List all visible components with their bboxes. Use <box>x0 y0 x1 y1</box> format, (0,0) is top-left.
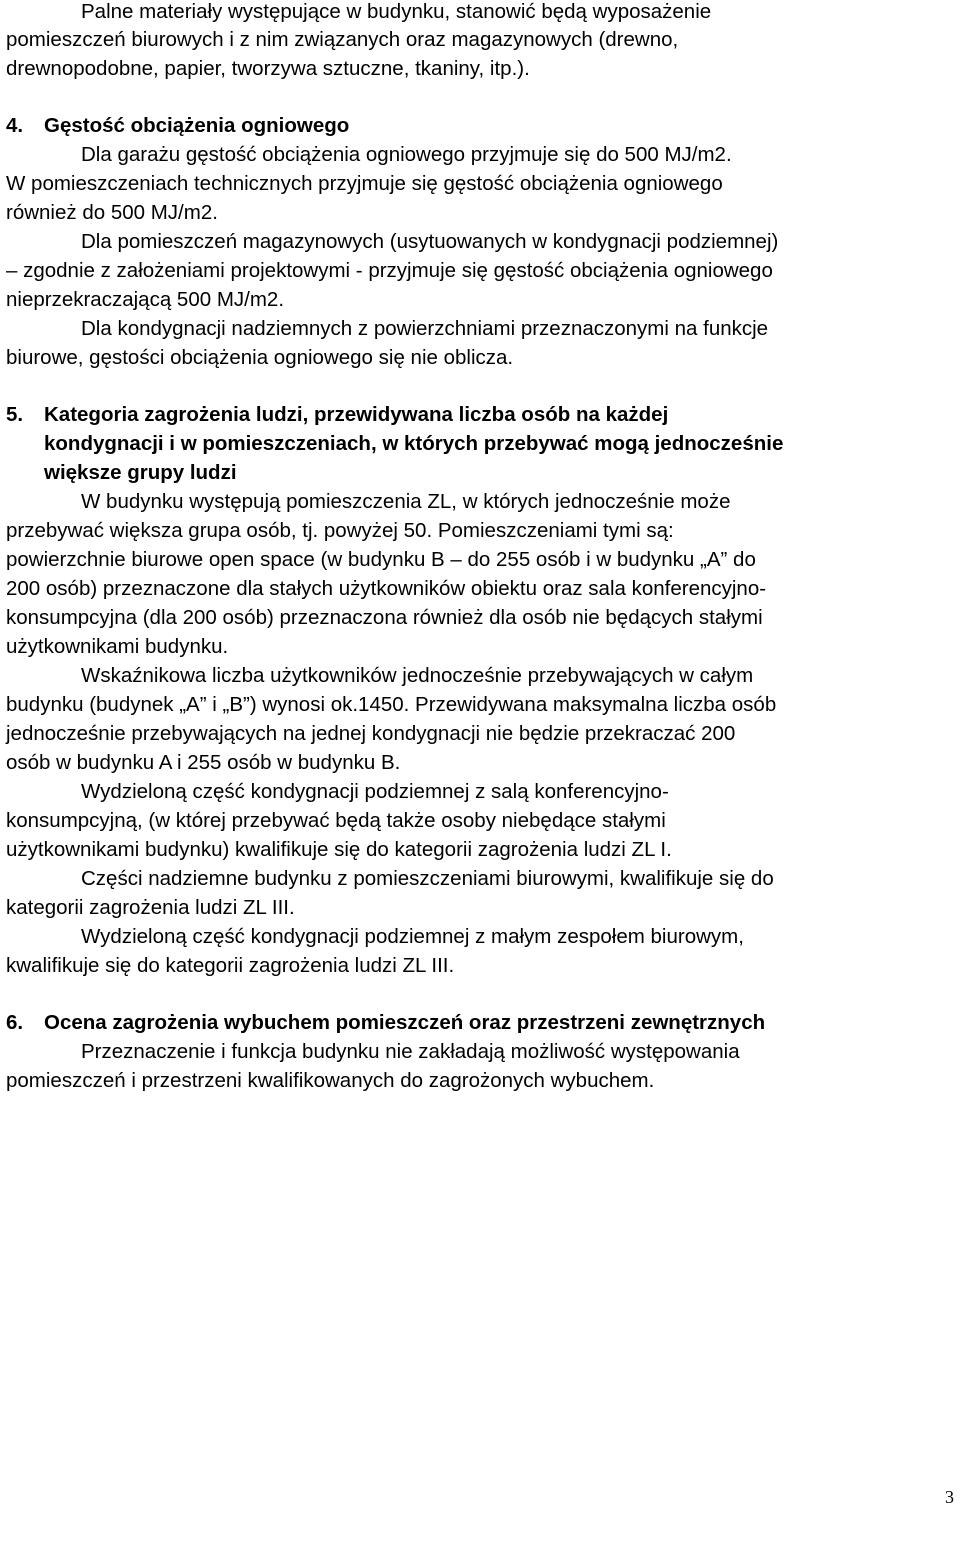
section-4-heading <box>6 112 349 140</box>
section-title-line: kondygnacji i w pomieszczeniach, w których przebywać mogą jednocześnie <box>44 432 784 455</box>
section-6-heading <box>6 1009 765 1037</box>
paragraph-line: kategorii zagrożenia ludzi ZL III. <box>6 896 295 919</box>
section-5-heading <box>6 401 668 429</box>
paragraph-line: użytkownikami budynku) kwalifikuje się do kategorii zagrożenia ludzi ZL I. <box>6 838 672 861</box>
paragraph-line: Wydzieloną część kondygnacji podziemnej z salą konferencyjno- <box>81 780 669 803</box>
paragraph-line: konsumpcyjną, (w której przebywać będą także osoby niebędące stałymi <box>6 809 666 832</box>
paragraph-line: Wydzieloną część kondygnacji podziemnej z małym zespołem biurowym, <box>81 925 744 948</box>
paragraph-line: powierzchnie biurowe open space (w budynku B – do 255 osób i w budynku „A” do <box>6 548 756 571</box>
paragraph-line: W pomieszczeniach technicznych przyjmuje się gęstość obciążenia ogniowego <box>6 172 723 195</box>
section-title: Gęstość obciążenia ogniowego <box>44 114 350 137</box>
paragraph-line: 200 osób) przeznaczone dla stałych użytkowników obiektu oraz sala konferencyjno- <box>6 577 767 600</box>
paragraph-line: Części nadziemne budynku z pomieszczeniami biurowymi, kwalifikuje się do <box>81 867 774 890</box>
section-title-line: większe grupy ludzi <box>44 461 237 484</box>
paragraph-line: użytkownikami budynku. <box>6 635 229 658</box>
paragraph-line: konsumpcyjna (dla 200 osób) przeznaczona również dla osób nie będących stałymi <box>6 606 763 629</box>
paragraph-line: jednocześnie przebywających na jednej kondygnacji nie będzie przekraczać 200 <box>6 722 736 745</box>
paragraph-line: W budynku występują pomieszczenia ZL, w których jednocześnie może <box>81 490 731 513</box>
paragraph-line: pomieszczeń i przestrzeni kwalifikowanych do zagrożonych wybuchem. <box>6 1069 655 1092</box>
paragraph-line: Wskaźnikowa liczba użytkowników jednocześnie przebywających w całym <box>81 664 754 687</box>
paragraph-line: Dla kondygnacji nadziemnych z powierzchniami przeznaczonymi na funkcje <box>81 317 769 340</box>
paragraph-line: również do 500 MJ/m2. <box>6 201 218 224</box>
paragraph-line: przebywać większa grupa osób, tj. powyżej 50. Pomieszczeniami tymi są: <box>6 519 674 542</box>
section-number: 4. <box>6 114 24 137</box>
paragraph-line: Dla garażu gęstość obciążenia ogniowego przyjmuje się do 500 MJ/m2. <box>81 143 732 166</box>
paragraph-line: osób w budynku A i 255 osób w budynku B. <box>6 751 401 774</box>
section-title: Ocena zagrożenia wybuchem pomieszczeń oraz przestrzeni zewnętrznych <box>44 1011 766 1034</box>
paragraph-line: – zgodnie z założeniami projektowymi - przyjmuje się gęstość obciążenia ogniowego <box>6 259 773 282</box>
paragraph-line: drewnopodobne, papier, tworzywa sztuczne, tkaniny, itp.). <box>6 57 530 80</box>
section-title: Kategoria zagrożenia ludzi, przewidywana liczba osób na każdej <box>44 403 669 426</box>
paragraph-line: kwalifikuje się do kategorii zagrożenia ludzi ZL III. <box>6 954 455 977</box>
section-number: 5. <box>6 403 24 426</box>
paragraph-line: budynku (budynek „A” i „B”) wynosi ok.1450. Przewidywana maksymalna liczba osób <box>6 693 777 716</box>
paragraph-line: biurowe, gęstości obciążenia ogniowego się nie oblicza. <box>6 346 514 369</box>
paragraph-line: pomieszczeń biurowych i z nim związanych oraz magazynowych (drewno, <box>6 28 679 51</box>
section-number: 6. <box>6 1011 24 1034</box>
paragraph-line: Dla pomieszczeń magazynowych (usytuowanych w kondygnacji podziemnej) <box>81 230 779 253</box>
paragraph-line: nieprzekraczającą 500 MJ/m2. <box>6 288 285 311</box>
paragraph-line: Przeznaczenie i funkcja budynku nie zakładają możliwość występowania <box>81 1040 740 1063</box>
page-number: 3 <box>945 1487 954 1507</box>
paragraph-line: Palne materiały występujące w budynku, stanowić będą wyposażenie <box>81 0 712 23</box>
